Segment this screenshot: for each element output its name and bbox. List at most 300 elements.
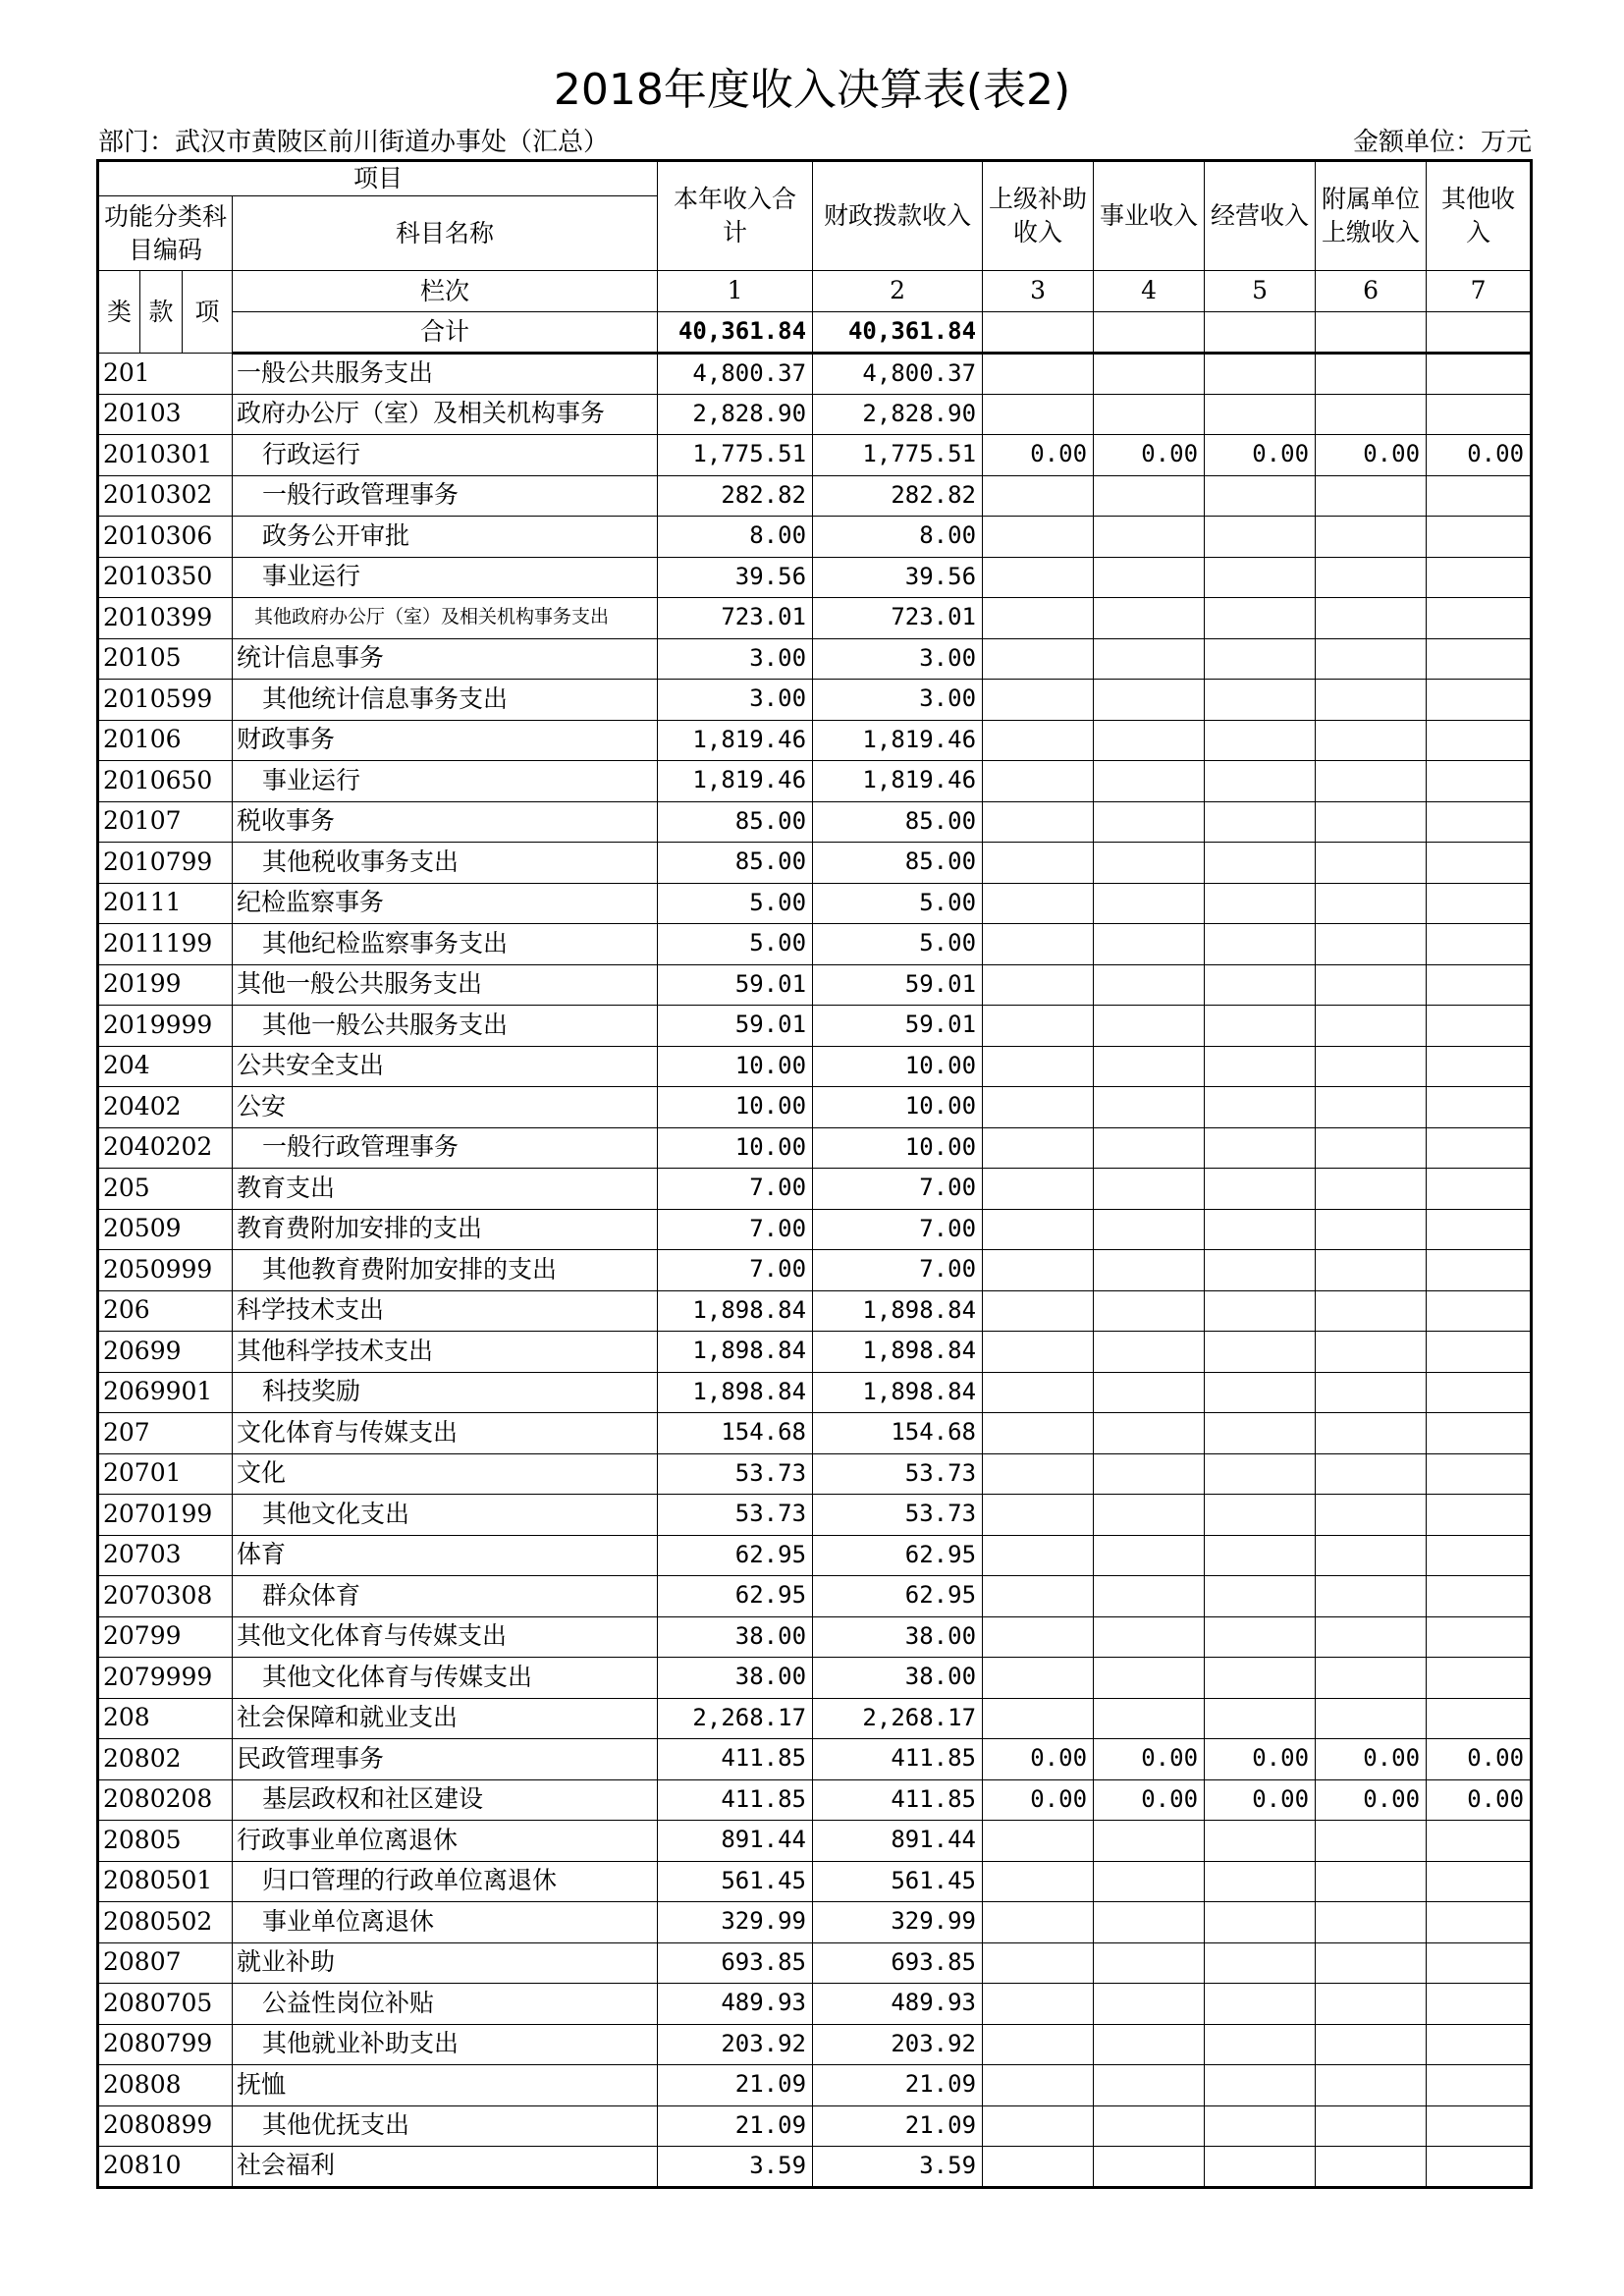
row-value-col-7 — [1427, 1169, 1532, 1210]
row-value-col-2: 3.00 — [813, 638, 983, 680]
row-value-col-2: 85.00 — [813, 843, 983, 884]
row-subject-name: 事业单位离退休 — [233, 1902, 658, 1943]
table-row — [98, 517, 1532, 558]
row-value-col-7 — [1427, 801, 1532, 843]
row-value-col-3 — [983, 1616, 1094, 1658]
row-value-col-3 — [983, 2024, 1094, 2065]
row-code: 20807 — [98, 1942, 233, 1984]
row-value-col-6 — [1316, 1413, 1427, 1454]
row-subject-name: 教育费附加安排的支出 — [233, 1209, 658, 1250]
row-value-col-5 — [1205, 354, 1316, 395]
row-value-col-2: 723.01 — [813, 598, 983, 639]
row-value-col-3 — [983, 354, 1094, 395]
table-row — [98, 1658, 1532, 1699]
col-index-7: 7 — [1427, 271, 1532, 312]
row-value-col-5 — [1205, 598, 1316, 639]
row-value-col-1: 85.00 — [658, 801, 813, 843]
row-value-col-1: 38.00 — [658, 1616, 813, 1658]
row-value-col-6 — [1316, 1290, 1427, 1332]
row-value-col-3 — [983, 1046, 1094, 1087]
table-row — [98, 801, 1532, 843]
row-value-col-4 — [1094, 598, 1205, 639]
row-value-col-5 — [1205, 1413, 1316, 1454]
row-value-col-3 — [983, 1250, 1094, 1291]
row-value-col-7 — [1427, 2147, 1532, 2188]
row-value-col-6 — [1316, 680, 1427, 721]
row-value-col-4 — [1094, 1209, 1205, 1250]
row-value-col-7 — [1427, 1290, 1532, 1332]
row-value-col-3 — [983, 2147, 1094, 2188]
row-value-col-2: 8.00 — [813, 517, 983, 558]
row-value-col-2: 21.09 — [813, 2065, 983, 2106]
row-code: 2010599 — [98, 680, 233, 721]
row-value-col-3 — [983, 1942, 1094, 1984]
row-value-col-1: 8.00 — [658, 517, 813, 558]
row-value-col-1: 7.00 — [658, 1250, 813, 1291]
row-value-col-7 — [1427, 1535, 1532, 1576]
row-value-col-6 — [1316, 1821, 1427, 1862]
row-value-col-1: 7.00 — [658, 1169, 813, 1210]
table-row — [98, 680, 1532, 721]
row-value-col-4: 0.00 — [1094, 1779, 1205, 1821]
table-row — [98, 1942, 1532, 1984]
table-row — [98, 1698, 1532, 1739]
table-row — [98, 1127, 1532, 1169]
row-value-col-2: 489.93 — [813, 1984, 983, 2025]
row-value-col-6 — [1316, 720, 1427, 761]
row-value-col-6 — [1316, 557, 1427, 598]
row-value-col-2: 4,800.37 — [813, 354, 983, 395]
row-value-col-4 — [1094, 1616, 1205, 1658]
row-value-col-5 — [1205, 1495, 1316, 1536]
row-value-col-2: 10.00 — [813, 1127, 983, 1169]
row-value-col-4: 0.00 — [1094, 1739, 1205, 1780]
row-value-col-5 — [1205, 843, 1316, 884]
row-subject-name: 税收事务 — [233, 801, 658, 843]
table-row — [98, 354, 1532, 395]
row-value-col-6 — [1316, 1209, 1427, 1250]
row-value-col-2: 693.85 — [813, 1942, 983, 1984]
row-value-col-7 — [1427, 598, 1532, 639]
row-value-col-6 — [1316, 1169, 1427, 1210]
row-value-col-3 — [983, 394, 1094, 435]
row-value-col-1: 411.85 — [658, 1739, 813, 1780]
row-subject-name: 其他政府办公厅（室）及相关机构事务支出 — [233, 598, 658, 639]
row-value-col-6 — [1316, 2147, 1427, 2188]
table-row — [98, 2147, 1532, 2188]
table-row — [98, 1739, 1532, 1780]
row-value-col-1: 489.93 — [658, 1984, 813, 2025]
row-code: 2079999 — [98, 1658, 233, 1699]
row-value-col-5 — [1205, 1616, 1316, 1658]
row-value-col-2: 59.01 — [813, 964, 983, 1006]
row-subject-name: 其他就业补助支出 — [233, 2024, 658, 2065]
total-label: 合计 — [233, 312, 658, 354]
row-subject-name: 其他统计信息事务支出 — [233, 680, 658, 721]
row-value-col-1: 7.00 — [658, 1209, 813, 1250]
row-value-col-2: 38.00 — [813, 1616, 983, 1658]
row-code: 20802 — [98, 1739, 233, 1780]
row-value-col-5 — [1205, 1984, 1316, 2025]
table-row — [98, 1821, 1532, 1862]
row-value-col-5 — [1205, 720, 1316, 761]
row-value-col-7 — [1427, 1658, 1532, 1699]
row-subject-name: 教育支出 — [233, 1169, 658, 1210]
row-value-col-7 — [1427, 354, 1532, 395]
row-value-col-5 — [1205, 680, 1316, 721]
table-row — [98, 1290, 1532, 1332]
row-code: 2010301 — [98, 435, 233, 476]
row-subject-name: 基层政权和社区建设 — [233, 1779, 658, 1821]
table-row — [98, 883, 1532, 924]
row-value-col-7 — [1427, 1372, 1532, 1413]
row-value-col-6 — [1316, 1372, 1427, 1413]
row-value-col-1: 3.59 — [658, 2147, 813, 2188]
row-code: 2010306 — [98, 517, 233, 558]
table-body — [98, 354, 1532, 2188]
row-code: 2019999 — [98, 1006, 233, 1047]
row-subject-name: 体育 — [233, 1535, 658, 1576]
table-row — [98, 924, 1532, 965]
row-value-col-6 — [1316, 2105, 1427, 2147]
row-value-col-4 — [1094, 1576, 1205, 1617]
row-code: 208 — [98, 1698, 233, 1739]
table-row — [98, 1413, 1532, 1454]
row-subject-name: 社会保障和就业支出 — [233, 1698, 658, 1739]
row-value-col-4 — [1094, 1087, 1205, 1128]
row-value-col-7 — [1427, 1413, 1532, 1454]
row-value-col-6 — [1316, 843, 1427, 884]
row-value-col-6 — [1316, 1250, 1427, 1291]
row-value-col-7 — [1427, 883, 1532, 924]
row-code: 2010650 — [98, 761, 233, 802]
row-value-col-2: 85.00 — [813, 801, 983, 843]
row-value-col-2: 7.00 — [813, 1250, 983, 1291]
row-value-col-6 — [1316, 517, 1427, 558]
table-row — [98, 1250, 1532, 1291]
row-value-col-6 — [1316, 1576, 1427, 1617]
row-value-col-4 — [1094, 1372, 1205, 1413]
header-subject-name: 科目名称 — [233, 196, 658, 271]
row-value-col-4 — [1094, 883, 1205, 924]
row-value-col-7 — [1427, 680, 1532, 721]
row-value-col-6 — [1316, 801, 1427, 843]
row-value-col-2: 10.00 — [813, 1046, 983, 1087]
row-subject-name: 其他文化体育与传媒支出 — [233, 1658, 658, 1699]
row-value-col-5 — [1205, 801, 1316, 843]
row-subject-name: 一般行政管理事务 — [233, 475, 658, 517]
row-value-col-6 — [1316, 883, 1427, 924]
row-value-col-4 — [1094, 1821, 1205, 1862]
row-value-col-3 — [983, 1169, 1094, 1210]
row-value-col-6 — [1316, 1902, 1427, 1943]
row-value-col-6 — [1316, 1046, 1427, 1087]
row-value-col-3 — [983, 1495, 1094, 1536]
row-value-col-6 — [1316, 475, 1427, 517]
table-row — [98, 598, 1532, 639]
row-value-col-3 — [983, 924, 1094, 965]
table-row — [98, 1779, 1532, 1821]
table-row — [98, 1861, 1532, 1902]
row-value-col-7 — [1427, 394, 1532, 435]
row-value-col-5 — [1205, 964, 1316, 1006]
row-value-col-3 — [983, 883, 1094, 924]
row-value-col-6 — [1316, 1535, 1427, 1576]
row-value-col-5 — [1205, 1372, 1316, 1413]
row-value-col-1: 154.68 — [658, 1413, 813, 1454]
row-value-col-3 — [983, 1332, 1094, 1373]
row-value-col-6 — [1316, 1127, 1427, 1169]
row-value-col-7 — [1427, 720, 1532, 761]
row-value-col-2: 1,819.46 — [813, 720, 983, 761]
table-row — [98, 1616, 1532, 1658]
col-index-4: 4 — [1094, 271, 1205, 312]
row-value-col-3 — [983, 1698, 1094, 1739]
row-value-col-7 — [1427, 1209, 1532, 1250]
row-value-col-3 — [983, 1902, 1094, 1943]
row-value-col-5 — [1205, 761, 1316, 802]
row-value-col-4 — [1094, 557, 1205, 598]
row-value-col-2: 5.00 — [813, 883, 983, 924]
row-value-col-5: 0.00 — [1205, 1779, 1316, 1821]
table-row — [98, 2105, 1532, 2147]
row-value-col-7 — [1427, 1861, 1532, 1902]
row-value-col-2: 154.68 — [813, 1413, 983, 1454]
row-value-col-3: 0.00 — [983, 1779, 1094, 1821]
row-code: 206 — [98, 1290, 233, 1332]
row-value-col-5 — [1205, 1169, 1316, 1210]
row-value-col-4 — [1094, 720, 1205, 761]
row-value-col-4 — [1094, 2024, 1205, 2065]
row-value-col-1: 1,898.84 — [658, 1290, 813, 1332]
header-project: 项目 — [98, 161, 658, 196]
row-value-col-4 — [1094, 1332, 1205, 1373]
row-value-col-5 — [1205, 1127, 1316, 1169]
row-code: 20103 — [98, 394, 233, 435]
row-value-col-5 — [1205, 1290, 1316, 1332]
row-value-col-1: 282.82 — [658, 475, 813, 517]
row-value-col-2: 62.95 — [813, 1576, 983, 1617]
row-value-col-1: 62.95 — [658, 1535, 813, 1576]
table-row — [98, 843, 1532, 884]
row-value-col-5 — [1205, 1658, 1316, 1699]
row-value-col-1: 38.00 — [658, 1658, 813, 1699]
row-value-col-1: 59.01 — [658, 964, 813, 1006]
row-code: 2040202 — [98, 1127, 233, 1169]
row-value-col-2: 53.73 — [813, 1453, 983, 1495]
row-value-col-3 — [983, 1453, 1094, 1495]
row-value-col-4 — [1094, 924, 1205, 965]
row-value-col-4 — [1094, 354, 1205, 395]
row-value-col-4 — [1094, 1250, 1205, 1291]
row-value-col-3 — [983, 2065, 1094, 2106]
row-value-col-3 — [983, 517, 1094, 558]
row-subject-name: 公安 — [233, 1087, 658, 1128]
row-value-col-1: 723.01 — [658, 598, 813, 639]
row-code: 2070308 — [98, 1576, 233, 1617]
row-code: 20199 — [98, 964, 233, 1006]
col-index-5: 5 — [1205, 271, 1316, 312]
row-subject-name: 其他一般公共服务支出 — [233, 1006, 658, 1047]
row-value-col-1: 1,898.84 — [658, 1332, 813, 1373]
row-value-col-2: 39.56 — [813, 557, 983, 598]
row-subject-name: 其他教育费附加安排的支出 — [233, 1250, 658, 1291]
row-value-col-1: 561.45 — [658, 1861, 813, 1902]
row-code: 20701 — [98, 1453, 233, 1495]
row-value-col-3 — [983, 1290, 1094, 1332]
row-subject-name: 公共安全支出 — [233, 1046, 658, 1087]
row-value-col-2: 1,775.51 — [813, 435, 983, 476]
row-value-col-7 — [1427, 843, 1532, 884]
row-subject-name: 文化体育与传媒支出 — [233, 1413, 658, 1454]
table-row — [98, 964, 1532, 1006]
table-row — [98, 1006, 1532, 1047]
row-value-col-4 — [1094, 2147, 1205, 2188]
row-value-col-3 — [983, 720, 1094, 761]
row-value-col-7 — [1427, 557, 1532, 598]
row-code: 20106 — [98, 720, 233, 761]
row-value-col-2: 53.73 — [813, 1495, 983, 1536]
row-value-col-1: 203.92 — [658, 2024, 813, 2065]
row-value-col-2: 3.00 — [813, 680, 983, 721]
table-row — [98, 394, 1532, 435]
header-lei: 类 — [98, 271, 140, 354]
row-value-col-2: 38.00 — [813, 1658, 983, 1699]
income-table — [96, 159, 1533, 2189]
row-value-col-3 — [983, 1535, 1094, 1576]
row-value-col-7 — [1427, 1698, 1532, 1739]
row-subject-name: 文化 — [233, 1453, 658, 1495]
header-row-1 — [98, 161, 1532, 196]
row-code: 2080502 — [98, 1902, 233, 1943]
row-subject-name: 归口管理的行政单位离退休 — [233, 1861, 658, 1902]
row-value-col-4 — [1094, 1046, 1205, 1087]
row-value-col-4 — [1094, 517, 1205, 558]
row-value-col-2: 2,828.90 — [813, 394, 983, 435]
row-value-col-3 — [983, 1576, 1094, 1617]
row-value-col-3 — [983, 2105, 1094, 2147]
row-value-col-7 — [1427, 1616, 1532, 1658]
col-index-1: 1 — [658, 271, 813, 312]
row-value-col-3 — [983, 1861, 1094, 1902]
row-value-col-4 — [1094, 680, 1205, 721]
row-value-col-4 — [1094, 843, 1205, 884]
row-value-col-6 — [1316, 1861, 1427, 1902]
row-value-col-6 — [1316, 1495, 1427, 1536]
total-row — [98, 312, 1532, 354]
header-col-6: 附属单位上缴收入 — [1316, 161, 1427, 271]
header-row-3 — [98, 271, 1532, 312]
row-value-col-7 — [1427, 1576, 1532, 1617]
row-subject-name: 群众体育 — [233, 1576, 658, 1617]
row-value-col-4 — [1094, 394, 1205, 435]
row-code: 207 — [98, 1413, 233, 1454]
row-value-col-1: 3.00 — [658, 680, 813, 721]
row-value-col-4 — [1094, 1861, 1205, 1902]
total-col-7 — [1427, 312, 1532, 354]
row-value-col-4 — [1094, 638, 1205, 680]
row-value-col-7: 0.00 — [1427, 1779, 1532, 1821]
row-value-col-5 — [1205, 924, 1316, 965]
row-code: 20703 — [98, 1535, 233, 1576]
table-row — [98, 1169, 1532, 1210]
row-value-col-2: 282.82 — [813, 475, 983, 517]
row-subject-name: 事业运行 — [233, 761, 658, 802]
row-value-col-7 — [1427, 475, 1532, 517]
row-value-col-4 — [1094, 1902, 1205, 1943]
row-value-col-5 — [1205, 1332, 1316, 1373]
row-value-col-3 — [983, 1209, 1094, 1250]
row-code: 2080705 — [98, 1984, 233, 2025]
row-value-col-3 — [983, 1821, 1094, 1862]
header-kuan: 款 — [140, 271, 183, 354]
row-value-col-2: 561.45 — [813, 1861, 983, 1902]
row-value-col-2: 2,268.17 — [813, 1698, 983, 1739]
header-col-4: 事业收入 — [1094, 161, 1205, 271]
row-value-col-3 — [983, 761, 1094, 802]
row-value-col-5 — [1205, 2065, 1316, 2106]
row-value-col-5 — [1205, 1942, 1316, 1984]
row-code: 204 — [98, 1046, 233, 1087]
row-value-col-6 — [1316, 924, 1427, 965]
row-subject-name: 政务公开审批 — [233, 517, 658, 558]
row-subject-name: 纪检监察事务 — [233, 883, 658, 924]
row-value-col-6 — [1316, 1332, 1427, 1373]
row-code: 2010350 — [98, 557, 233, 598]
row-value-col-5 — [1205, 517, 1316, 558]
department-label: 部门：武汉市黄陂区前川街道办事处（汇总） — [98, 128, 610, 157]
row-value-col-3 — [983, 680, 1094, 721]
row-code: 20105 — [98, 638, 233, 680]
row-value-col-3 — [983, 1087, 1094, 1128]
row-code: 20699 — [98, 1332, 233, 1373]
row-value-col-1: 693.85 — [658, 1942, 813, 1984]
row-value-col-5 — [1205, 1902, 1316, 1943]
row-value-col-3 — [983, 1372, 1094, 1413]
row-code: 20808 — [98, 2065, 233, 2106]
row-value-col-5 — [1205, 1087, 1316, 1128]
table-row — [98, 638, 1532, 680]
row-value-col-4: 0.00 — [1094, 435, 1205, 476]
header-col-3: 上级补助收入 — [983, 161, 1094, 271]
row-subject-name: 其他文化体育与传媒支出 — [233, 1616, 658, 1658]
row-value-col-6 — [1316, 354, 1427, 395]
row-value-col-7: 0.00 — [1427, 1739, 1532, 1780]
row-value-col-3 — [983, 1006, 1094, 1047]
row-code: 20107 — [98, 801, 233, 843]
row-value-col-3 — [983, 964, 1094, 1006]
row-code: 2080208 — [98, 1779, 233, 1821]
row-value-col-4 — [1094, 1290, 1205, 1332]
row-code: 20810 — [98, 2147, 233, 2188]
row-value-col-3 — [983, 1127, 1094, 1169]
row-value-col-4 — [1094, 1984, 1205, 2025]
row-value-col-4 — [1094, 1535, 1205, 1576]
table-row — [98, 1209, 1532, 1250]
row-value-col-5 — [1205, 1250, 1316, 1291]
row-value-col-5 — [1205, 557, 1316, 598]
row-subject-name: 科学技术支出 — [233, 1290, 658, 1332]
row-value-col-4 — [1094, 1698, 1205, 1739]
row-value-col-1: 53.73 — [658, 1453, 813, 1495]
row-value-col-6 — [1316, 598, 1427, 639]
row-value-col-6 — [1316, 761, 1427, 802]
page-title: 2018年度收入决算表(表2) — [553, 65, 1071, 115]
row-value-col-5 — [1205, 1006, 1316, 1047]
row-value-col-5 — [1205, 2105, 1316, 2147]
header-col-5: 经营收入 — [1205, 161, 1316, 271]
row-value-col-7 — [1427, 1046, 1532, 1087]
